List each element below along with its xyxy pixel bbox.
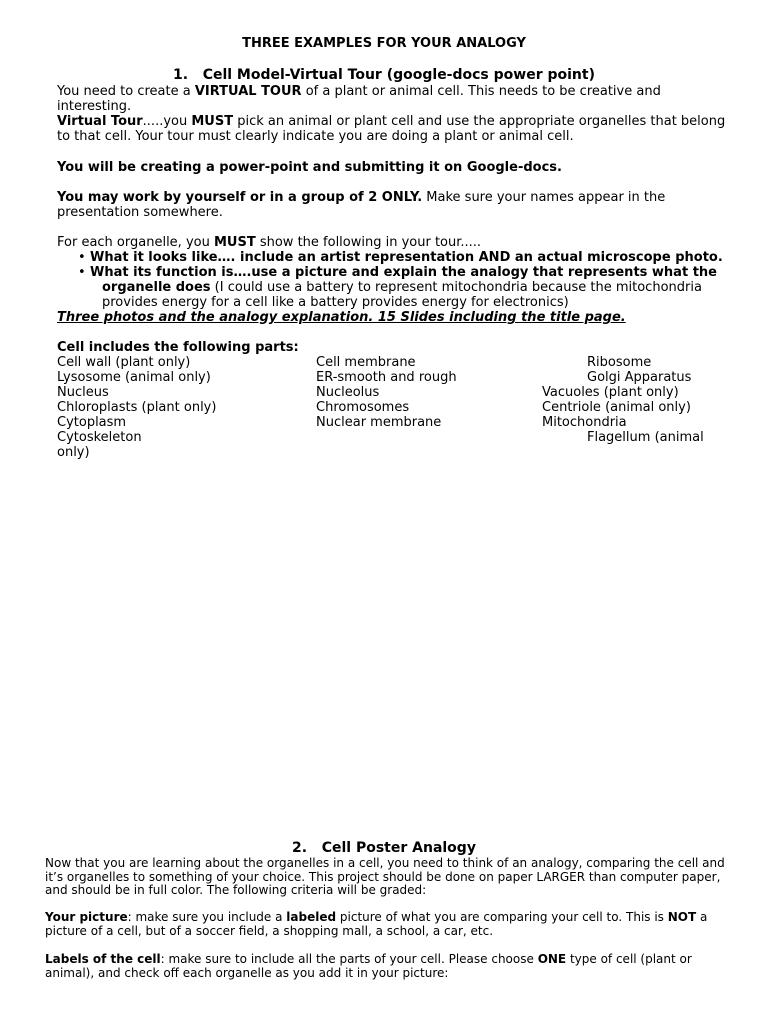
section-2-number: 2. xyxy=(292,840,308,856)
poster-labels-criteria: Labels of the cell: make sure to include all the parts of your cell. Please choose ONE type of cell (plant or animal), and check off each organelle as you add it in your picture: xyxy=(45,952,692,980)
part-cytoskeleton: Cytoskeleton xyxy=(57,430,142,445)
page-title: THREE EXAMPLES FOR YOUR ANALOGY xyxy=(242,36,526,51)
part-golgi: Golgi Apparatus xyxy=(587,370,692,385)
part-flagellum: Flagellum (animal xyxy=(587,430,704,445)
part-cell-wall: Cell wall (plant only) xyxy=(57,355,191,370)
organelle-requirement: For each organelle, you MUST show the following in your tour..... xyxy=(57,235,482,250)
group-instruction: You may work by yourself or in a group of 2 ONLY. Make sure your names appear in the presentation somewhere. xyxy=(57,190,666,220)
part-er: ER-smooth and rough xyxy=(316,370,457,385)
section-2-title: Cell Poster Analogy xyxy=(321,840,476,856)
section-2-heading xyxy=(0,841,768,856)
part-nucleolus: Nucleolus xyxy=(316,385,380,400)
poster-picture-criteria: Your picture: make sure you include a labeled picture of what you are comparing your cell to. This is NOT a picture of a cell, but of a soccer field, a shopping mall, a school, a car, etc. xyxy=(45,910,708,938)
part-lysosome: Lysosome (animal only) xyxy=(57,370,211,385)
part-mitochondria: Mitochondria xyxy=(542,415,627,430)
part-chloroplasts: Chloroplasts (plant only) xyxy=(57,400,217,415)
section-1-number: 1. xyxy=(173,67,189,83)
virtual-tour-description: Virtual Tour.....you MUST pick an animal or plant cell and use the appropriate organelles that belong to that cell. Your tour must clearly indicate you are doing a plant or animal cell. xyxy=(57,114,726,144)
part-chromosomes: Chromosomes xyxy=(316,400,410,415)
parts-heading: Cell includes the following parts: xyxy=(57,340,299,355)
bullet-looks-like: What it looks like…. include an artist representation AND an actual microscope photo. xyxy=(90,250,723,265)
section-1-heading xyxy=(0,68,768,83)
part-vacuoles: Vacuoles (plant only) xyxy=(542,385,679,400)
part-cytoplasm: Cytoplasm xyxy=(57,415,127,430)
virtual-tour-intro: You need to create a VIRTUAL TOUR of a plant or animal cell. This needs to be creative and interesting. xyxy=(57,84,661,114)
part-cell-membrane: Cell membrane xyxy=(316,355,416,370)
poster-intro: Now that you are learning about the organelles in a cell, you need to think of an analogy, comparing the cell and it’s organelles to something of your choice. This project should be done on paper LARGER than computer paper, and should be in full color. The following criteria will be graded: xyxy=(45,856,725,897)
slides-requirement: Three photos and the analogy explanation. 15 Slides including the title page. xyxy=(57,310,626,325)
powerpoint-instruction: You will be creating a power-point and submitting it on Google-docs. xyxy=(57,160,562,175)
bullet-dot-1: • xyxy=(78,250,86,265)
bullet-dot-2: • xyxy=(78,265,86,280)
part-ribosome: Ribosome xyxy=(587,355,652,370)
part-centriole: Centriole (animal only) xyxy=(542,400,691,415)
part-nuclear-membrane: Nuclear membrane xyxy=(316,415,442,430)
bullet-function: What its function is….use a picture and explain the analogy that represents what the organelle does (I could use a battery to represent mitochondria because the mitochondria provides energy for a cell like a battery provides energy for electronics) xyxy=(90,265,717,310)
part-flagellum-wrap: only) xyxy=(57,445,90,460)
section-1-title: Cell Model-Virtual Tour (google-docs power point) xyxy=(202,67,595,83)
part-nucleus: Nucleus xyxy=(57,385,109,400)
